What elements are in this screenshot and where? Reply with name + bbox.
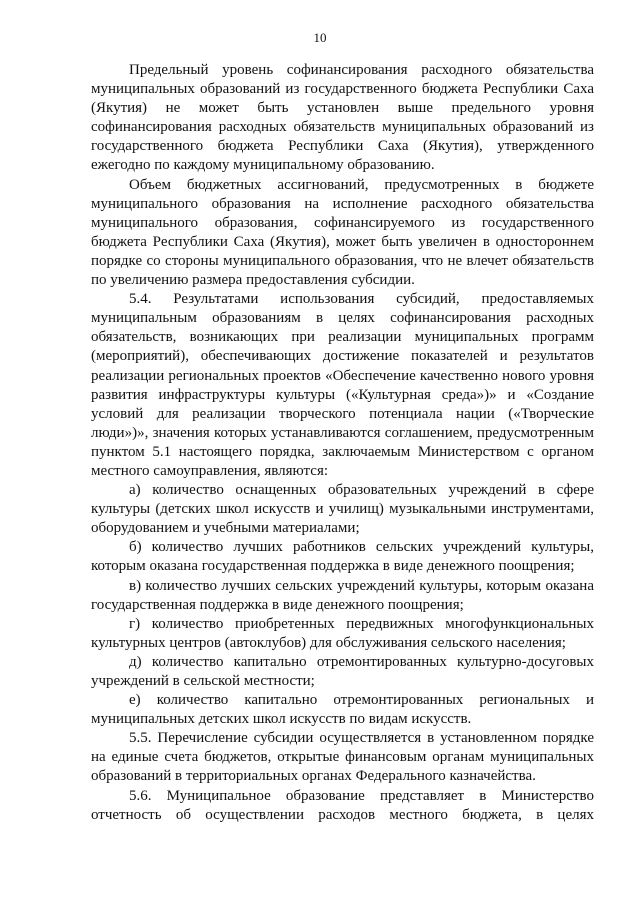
text-line: оборудованием и учебными материалами; xyxy=(91,520,360,537)
text-line: а) количество оснащенных образовательных учреждений в сфере xyxy=(129,482,594,499)
text-line: отчетность об осуществлении расходов местного бюджета, в целях xyxy=(91,806,594,823)
text-line: обязательств, возникающих при реализации муниципальных программ xyxy=(91,329,594,346)
list-item-v xyxy=(91,577,594,615)
text-line: местного самоуправления, являются: xyxy=(91,462,329,479)
paragraph-cofinancing-level xyxy=(91,61,594,176)
page-number: 10 xyxy=(313,30,327,45)
text-line: муниципальных образований из государственного бюджета Республики Саха xyxy=(91,81,594,98)
text-line: муниципального образования на исполнение расходного обязательства xyxy=(91,195,594,212)
text-line: (Якутия) не может быть установлен выше предельного уровня xyxy=(91,100,594,117)
text-line: государственного бюджета Республики Саха (Якутия), утвержденного xyxy=(91,138,594,155)
text-line: порядке со стороны муниципального образования, что не влечет обязательств xyxy=(91,252,594,269)
text-line: д) количество капитально отремонтированных культурно-досуговых xyxy=(129,653,594,670)
text-line: муниципальных детских школ искусств по видам искусств. xyxy=(91,711,472,728)
text-line: условий для реализации творческого потенциала нации («Творческие xyxy=(91,405,594,422)
text-line: (мероприятий), обеспечивающих достижение показателей и результатов xyxy=(91,348,594,365)
document-body xyxy=(91,61,594,825)
text-line: г) количество приобретенных передвижных многофункциональных xyxy=(129,615,594,632)
list-item-b xyxy=(91,538,594,576)
paragraph-5-6 xyxy=(91,787,594,825)
text-line: Объем бюджетных ассигнований, предусмотренных в бюджете xyxy=(129,176,594,193)
text-line: муниципального образования, софинансируемого из государственного xyxy=(91,214,594,231)
text-line: софинансирования расходных обязательств муниципальных образований из xyxy=(91,119,594,136)
text-line: по увеличению размера предоставления субсидии. xyxy=(91,272,415,289)
text-line: развития инфраструктуры культуры («Культурная среда»)» и «Создание xyxy=(91,386,594,403)
text-line: культурных центров (автоклубов) для обслуживания сельского населения; xyxy=(91,634,566,651)
text-line: пунктом 5.1 настоящего порядка, заключаемым Министерством с органом xyxy=(91,443,594,460)
text-line: учреждений в сельской местности; xyxy=(91,673,315,689)
text-line: Предельный уровень софинансирования расходного обязательства xyxy=(129,62,594,78)
text-line: в) количество лучших сельских учреждений культуры, которым оказана xyxy=(129,577,594,594)
paragraph-5-5 xyxy=(91,729,594,786)
list-item-d xyxy=(91,653,594,691)
text-line: государственная поддержка в виде денежного поощрения; xyxy=(91,596,464,613)
text-line: культуры (детских школ искусств и училищ) музыкальными инструментами, xyxy=(91,501,594,518)
text-line: бюджета Республики Саха (Якутия), может быть увеличен в одностороннем xyxy=(91,233,594,250)
text-line: 5.4. Результатами использования субсидий, предоставляемых xyxy=(129,291,594,308)
list-item-g xyxy=(91,615,594,653)
text-line: 5.6. Муниципальное образование представляет в Министерство xyxy=(129,787,594,804)
text-line: ежегодно по каждому муниципальному образованию. xyxy=(91,157,435,174)
list-item-a xyxy=(91,481,594,538)
list-item-e xyxy=(91,691,594,729)
text-line: 5.5. Перечисление субсидии осуществляется в установленном порядке xyxy=(129,730,594,747)
paragraph-5-4 xyxy=(91,290,594,481)
text-line: реализации региональных проектов «Обеспечение качественно нового уровня xyxy=(91,367,594,384)
text-line: которым оказана государственная поддержка в виде денежного поощрения; xyxy=(91,558,575,575)
text-line: люди»)», значения которых устанавливаются соглашением, предусмотренным xyxy=(91,424,594,441)
text-line: муниципальным образованиям в целях софинансирования расходных xyxy=(91,310,594,327)
text-line: на единые счета бюджетов, открытые финансовым органам муниципальных xyxy=(91,749,594,766)
paragraph-budget-allocation xyxy=(91,176,594,291)
text-line: образований в территориальных органах Федерального казначейства. xyxy=(91,768,536,785)
text-line: б) количество лучших работников сельских учреждений культуры, xyxy=(129,539,594,556)
text-line: е) количество капитально отремонтированных региональных и xyxy=(129,692,594,709)
